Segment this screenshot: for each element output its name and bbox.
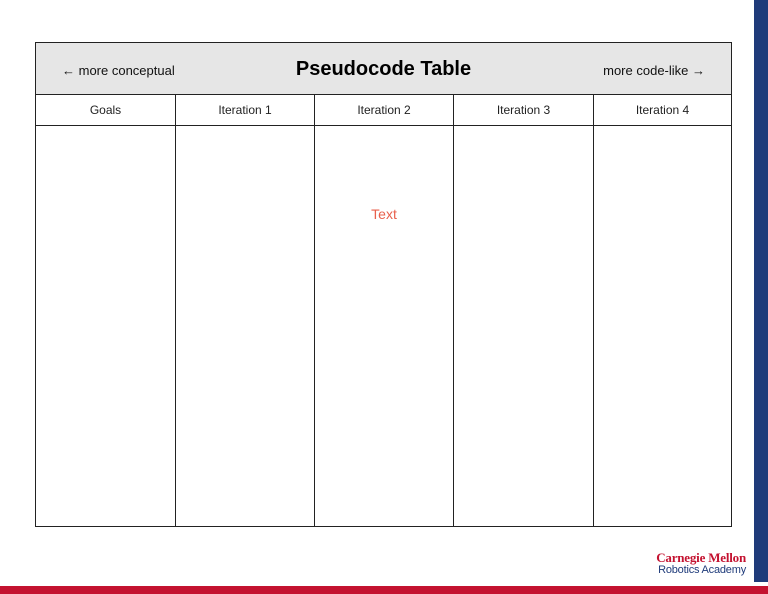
conceptual-label: ← more conceptual	[62, 63, 175, 78]
placeholder-text[interactable]: Text	[371, 206, 397, 222]
table-header	[36, 43, 731, 95]
column-headers	[36, 95, 731, 126]
code-like-label: more code-like →	[603, 63, 705, 78]
bottom-accent-bar	[0, 586, 768, 594]
logo-line-2: Robotics Academy	[658, 564, 746, 576]
column-header-iteration-1[interactable]: Iteration 1	[176, 95, 315, 125]
column-cell-goals[interactable]	[36, 126, 176, 526]
right-accent-bar	[754, 0, 768, 582]
column-cell-iteration-3[interactable]	[454, 126, 594, 526]
column-bodies	[36, 126, 731, 526]
column-cell-iteration-4[interactable]	[594, 126, 731, 526]
logo-line-1: Carnegie Mellon	[656, 550, 746, 565]
column-header-iteration-4[interactable]: Iteration 4	[635, 103, 690, 117]
cmu-robotics-academy-logo	[656, 551, 746, 576]
column-cell-iteration-2[interactable]	[315, 126, 454, 526]
column-header-goals[interactable]: Goals	[36, 95, 176, 125]
column-header-iteration-2[interactable]: Iteration 2	[315, 95, 454, 125]
table-title: Pseudocode Table	[295, 58, 472, 80]
column-cell-iteration-1[interactable]	[176, 126, 315, 526]
column-header-iteration-3[interactable]: Iteration 3	[454, 95, 594, 125]
pseudocode-table	[35, 42, 732, 527]
